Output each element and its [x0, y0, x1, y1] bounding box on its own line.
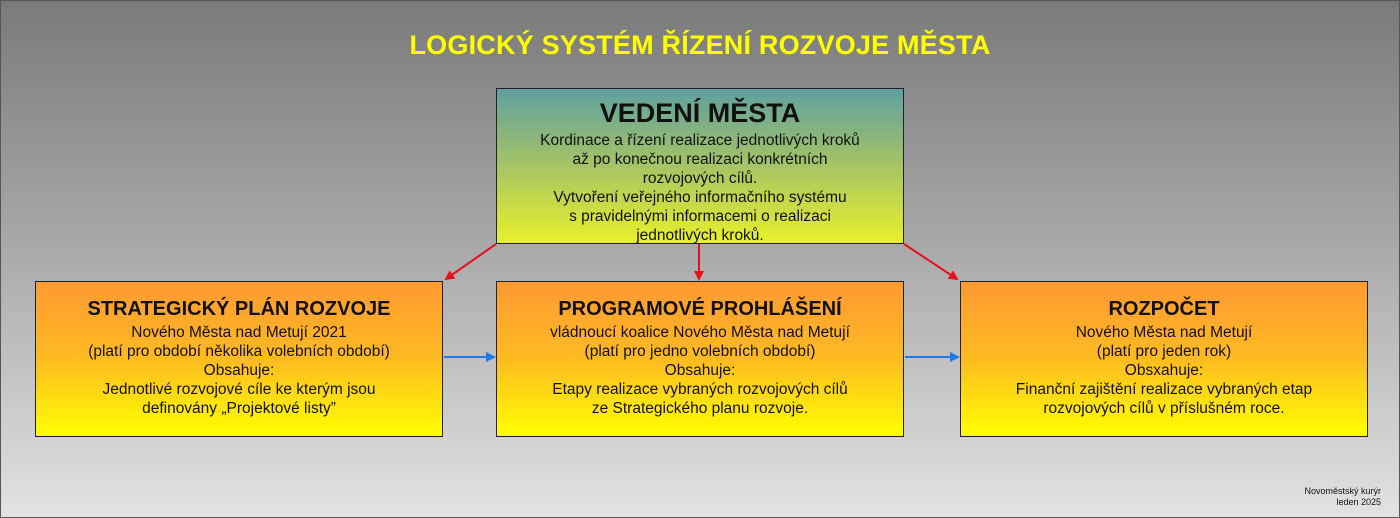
- budget-line: Nového Města nad Metují: [1075, 324, 1253, 341]
- budget-heading: ROZPOČET: [1108, 298, 1220, 320]
- city-leadership-box: [496, 88, 904, 244]
- program-statement-line: (platí pro jedno volebních období): [584, 343, 816, 360]
- program-statement-line: ze Strategického planu rozvoje.: [591, 400, 809, 417]
- footer-publication: Novoměstský kurýr: [1304, 486, 1381, 496]
- strategic-plan-line: Nového Města nad Metují 2021: [131, 324, 347, 341]
- footer-credit: [1304, 486, 1381, 508]
- city-leadership-heading: VEDENÍ MĚSTA: [599, 98, 801, 128]
- city-leadership-line: až po konečnou realizaci konkrétních: [572, 151, 828, 168]
- strategic-plan-line: (platí pro období několika volebních období): [88, 343, 390, 360]
- program-statement-box: [496, 281, 904, 437]
- program-statement-line: vládnoucí koalice Nového Města nad Metují: [550, 324, 850, 341]
- city-leadership-line: rozvojových cílů.: [642, 170, 758, 187]
- program-statement-line: Etapy realizace vybraných rozvojových cílů: [552, 381, 848, 398]
- city-leadership-line: Kordinace a řízení realizace jednotlivých kroků: [540, 132, 860, 149]
- city-leadership-line: s pravidelnými informacemi o realizaci: [569, 208, 831, 225]
- city-leadership-line: Vytvoření veřejného informačního systému: [553, 189, 847, 206]
- strategic-plan-box: [35, 281, 443, 437]
- budget-line: rozvojových cílů v příslušném roce.: [1043, 400, 1285, 417]
- footer-date: leden 2025: [1336, 497, 1381, 507]
- strategic-plan-line: Obsahuje:: [203, 362, 275, 379]
- program-statement-heading: PROGRAMOVÉ PROHLÁŠENÍ: [558, 298, 842, 320]
- strategic-plan-line: definovány „Projektové listy”: [142, 400, 336, 417]
- budget-box: [960, 281, 1368, 437]
- diagram-title: LOGICKÝ SYSTÉM ŘÍZENÍ ROZVOJE MĚSTA: [409, 30, 991, 60]
- strategic-plan-line: Jednotlivé rozvojové cíle ke kterým jsou: [102, 381, 376, 398]
- budget-line: Finanční zajištění realizace vybraných etap: [1015, 381, 1313, 398]
- strategic-plan-heading: STRATEGICKÝ PLÁN ROZVOJE: [87, 298, 391, 320]
- budget-line: Obsxahuje:: [1124, 362, 1204, 379]
- city-leadership-line: jednotlivých kroků.: [636, 227, 764, 244]
- budget-line: (platí pro jeden rok): [1096, 343, 1232, 360]
- program-statement-line: Obsahuje:: [664, 362, 736, 379]
